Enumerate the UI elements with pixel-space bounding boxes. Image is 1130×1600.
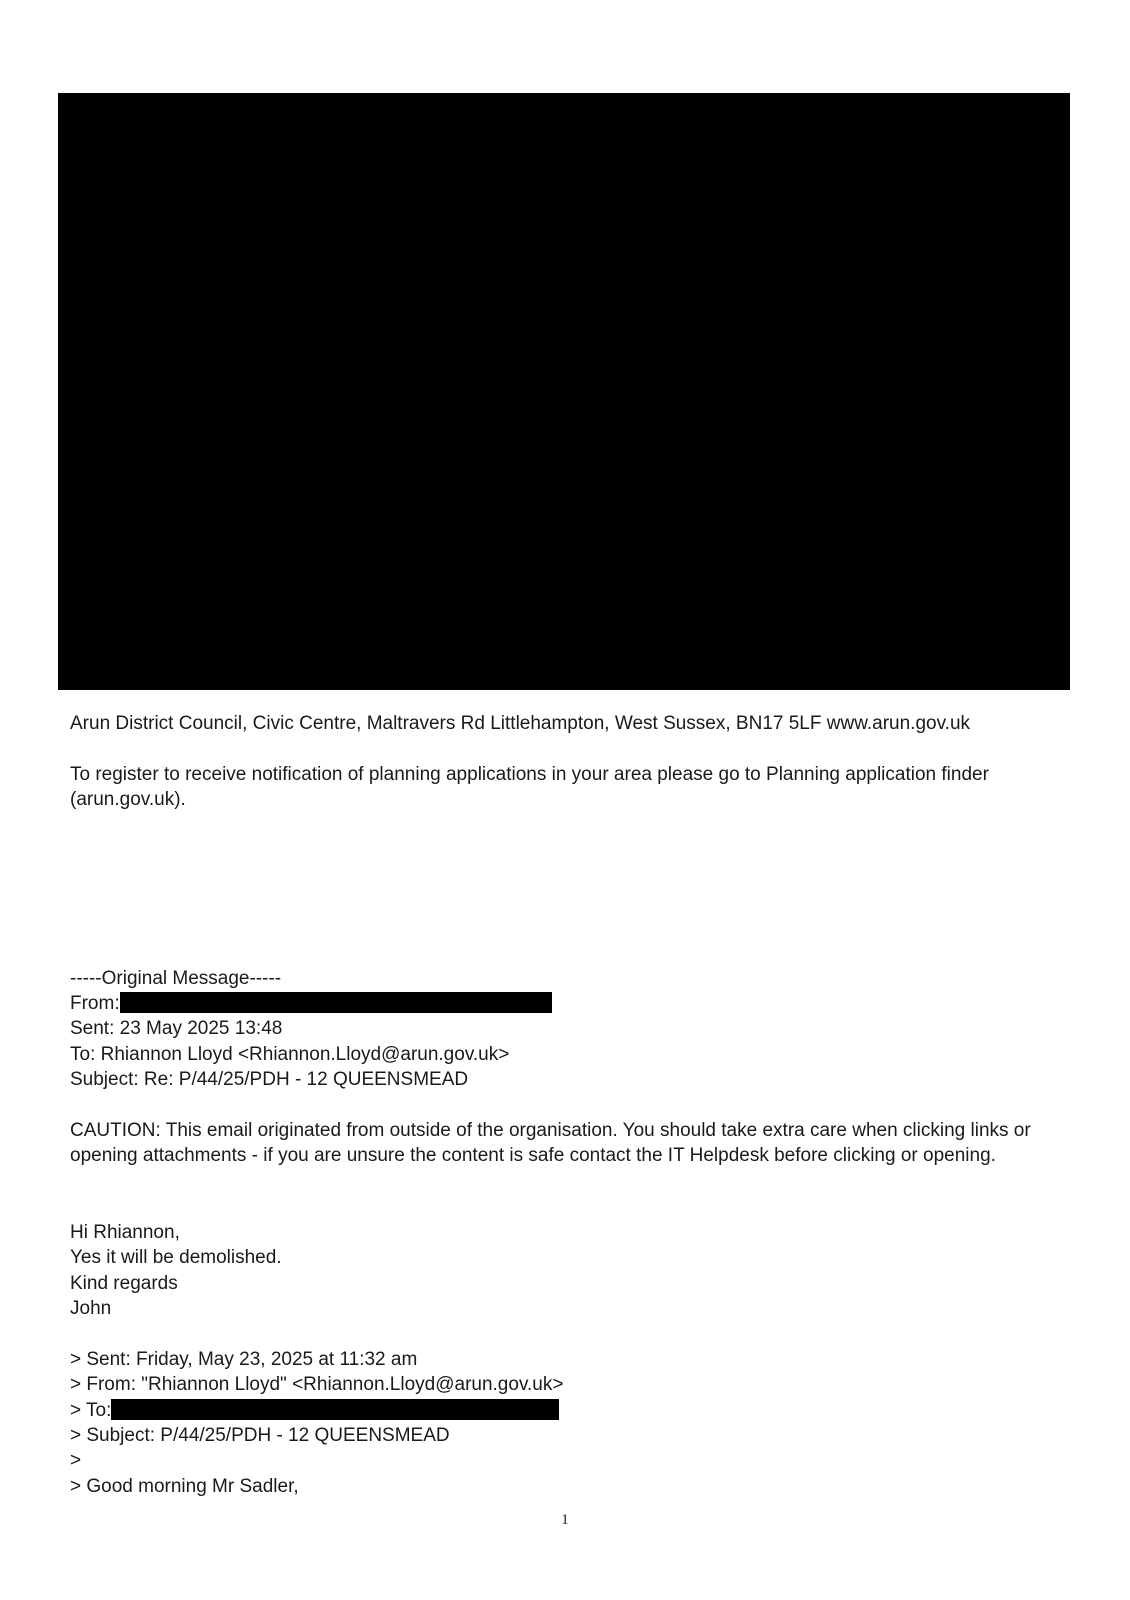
caution-line-2: opening attachments - if you are unsure the content is safe contact the IT Helpdesk before clicking or opening. — [70, 1145, 996, 1166]
caution-line-1: CAUTION: This email originated from outside of the organisation. You should take extra care when clicking links or — [70, 1120, 1031, 1141]
register-notice-line-2: (arun.gov.uk). — [70, 789, 186, 810]
quoted-to-row — [70, 1398, 559, 1423]
redacted-sender — [120, 992, 552, 1013]
original-message-separator: -----Original Message----- — [70, 968, 282, 989]
original-subject: Subject: Re: P/44/25/PDH - 12 QUEENSMEAD — [70, 1069, 469, 1090]
reply-body: Yes it will be demolished. — [70, 1247, 282, 1268]
original-sent: Sent: 23 May 2025 13:48 — [70, 1018, 283, 1039]
council-address: Arun District Council, Civic Centre, Maltravers Rd Littlehampton, West Sussex, BN17 5LF www.arun.gov.uk — [70, 713, 971, 734]
quoted-subject: > Subject: P/44/25/PDH - 12 QUEENSMEAD — [70, 1425, 450, 1446]
reply-name: John — [70, 1298, 112, 1319]
reply-greeting: Hi Rhiannon, — [70, 1222, 180, 1243]
original-to: To: Rhiannon Lloyd <Rhiannon.Lloyd@arun.gov.uk> — [70, 1044, 510, 1065]
redacted-recipient — [111, 1399, 559, 1420]
quoted-from: > From: "Rhiannon Lloyd" <Rhiannon.Lloyd@arun.gov.uk> — [70, 1374, 564, 1395]
quoted-blank-line: > — [70, 1450, 82, 1471]
redacted-image-block — [58, 93, 1070, 690]
quoted-greeting: > Good morning Mr Sadler, — [70, 1476, 299, 1497]
page-number: 1 — [561, 1512, 569, 1528]
original-from-row — [70, 991, 552, 1016]
quoted-to-label: > To: — [70, 1400, 112, 1421]
reply-signoff: Kind regards — [70, 1273, 178, 1294]
register-notice-line-1: To register to receive notification of planning applications in your area please go to Planning application finder — [70, 764, 989, 785]
original-from-label: From: — [70, 993, 120, 1014]
quoted-sent: > Sent: Friday, May 23, 2025 at 11:32 am — [70, 1349, 418, 1370]
